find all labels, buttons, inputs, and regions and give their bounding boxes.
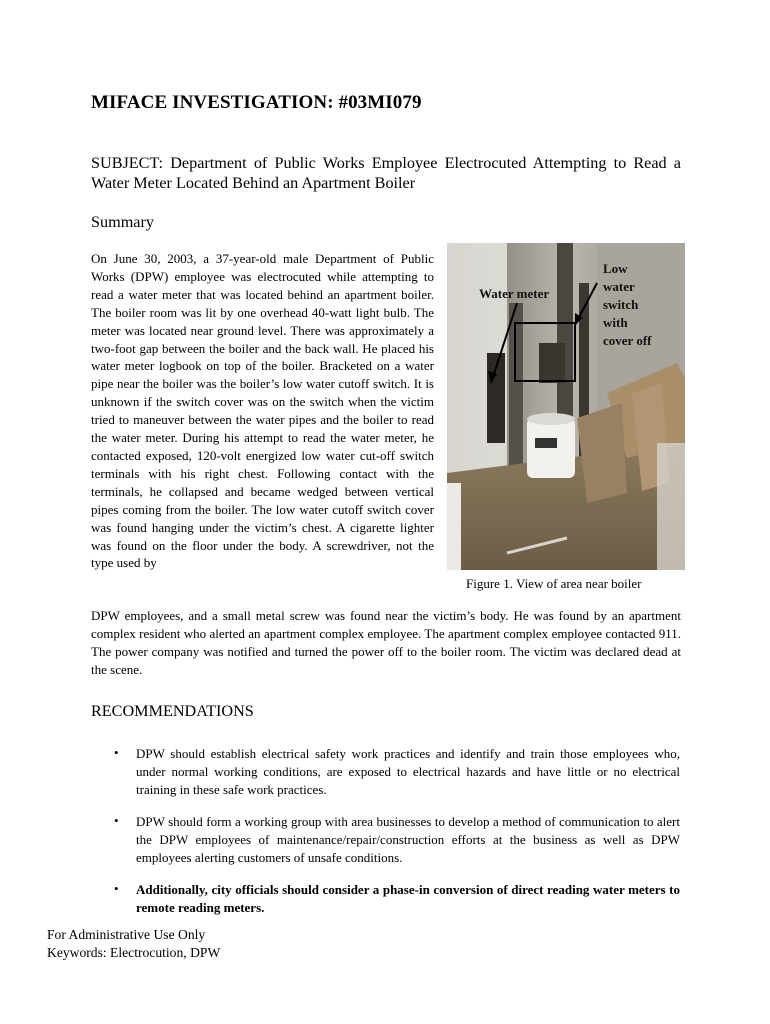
label-switch-line-5: cover off — [603, 333, 652, 348]
summary-paragraph-part-1: On June 30, 2003, a 37-year-old male Department of Public Works (DPW) employee was electrocuted while attempting to read a water meter that was located behind an apartment boiler. The boiler room was lit by one overhead 40-watt light bulb. The meter was located near ground level. There was approximately a two-foot gap between the boiler and the back wall. He placed his water meter logbook on top of the boiler. Bracketed on a water pipe near the boiler was the boiler’s low water cutoff switch. It is unknown if the switch cover was on the switch when the victim tried to maneuver between the water pipes and the boiler to read the water meter. During his attempt to read the water meter, he contacted exposed, 120-volt energized low water cut-off switch terminals with his right chest. Following contact with the terminals, he collapsed and became wedged between vertical pipes coming from the boiler. The low water cutoff switch cover was found hanging under the victim’s chest. A cigarette lighter was found on the floor under the body. A screwdriver, not the type used by — [91, 251, 434, 571]
boiler-room-photo — [447, 243, 685, 570]
label-switch-line-1: Low — [603, 261, 628, 276]
subject-line: SUBJECT: Department of Public Works Employee Electrocuted Attempting to Read a Water Meter Located Behind an Apartment Boiler — [91, 154, 681, 192]
keywords-line: Keywords: Electrocution, DPW — [47, 945, 221, 960]
recommendation-item: DPW should establish electrical safety work practices and identify and train those employees who, under normal working conditions, are exposed to electrical hazards and have little or no electrical training in these safe work practices. — [136, 746, 680, 797]
bullet-icon: • — [114, 881, 119, 896]
label-switch-line-2: water — [603, 279, 635, 294]
recommendation-item: DPW should form a working group with area businesses to develop a method of communication to alert the DPW employees of maintenance/repair/construction efforts at the business as well as DPW employees alerting customers of unsafe conditions. — [136, 814, 680, 865]
summary-paragraph-part-2: DPW employees, and a small metal screw was found near the victim’s body. He was found by an apartment complex resident who alerted an apartment complex employee. The apartment complex employee contacted 911. The power company was notified and turned the power off to the boiler room. The victim was declared dead at the scene. — [91, 608, 681, 677]
figure-photo — [447, 243, 685, 570]
recommendations-heading: RECOMMENDATIONS — [91, 702, 254, 720]
recommendation-item: Additionally, city officials should consider a phase-in conversion of direct reading water meters to remote reading meters. — [136, 882, 680, 915]
label-switch-line-4: with — [603, 315, 628, 330]
label-switch-line-3: switch — [603, 297, 639, 312]
admin-use-note: For Administrative Use Only — [47, 927, 206, 942]
footer — [47, 926, 220, 962]
bullet-icon: • — [114, 745, 119, 760]
document-title: MIFACE INVESTIGATION: #03MI079 — [91, 92, 422, 113]
summary-heading: Summary — [91, 213, 154, 231]
bullet-icon: • — [114, 813, 119, 828]
figure-caption: Figure 1. View of area near boiler — [466, 576, 642, 591]
label-water-meter: Water meter — [479, 286, 550, 301]
